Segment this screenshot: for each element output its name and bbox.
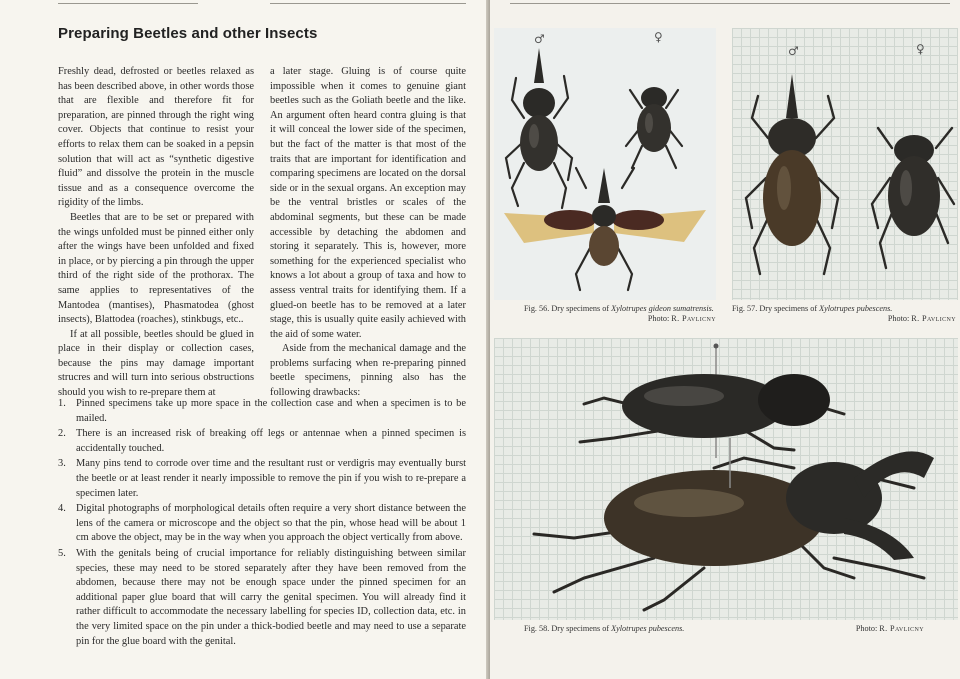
fig58-caption <box>524 624 924 634</box>
paragraph: Beetles that are to be set or prepared with the wings unfolded must be pinned either only after the wings have been unfolded and fixed in place, or by piercing a pin through the upper third of the right side of the prothorax. The same applies to representatives of the Mantodea (mantises), Phasmatodea (ghost insects), Blattodea (roaches), stinkbugs, etc.. <box>58 211 254 326</box>
paragraph: If at all possible, beetles should be glued in place in their display or collection cases, because the pins may damage important strucres and will turn into serious obstructions should you wish to re-prepare them at <box>58 328 254 399</box>
list-number: 3. <box>58 458 66 470</box>
list-item <box>58 457 466 501</box>
fig58-photo <box>494 338 958 620</box>
species-name: Xylotrupes gideon sumatrensis. <box>611 304 714 313</box>
header-rule <box>510 3 950 4</box>
list-number: 4. <box>58 503 66 515</box>
fig57-beetles-illustration <box>732 28 958 300</box>
figure-label: Fig. 56. <box>524 304 550 313</box>
text-column-1 <box>58 65 254 401</box>
fig57-caption <box>732 304 956 323</box>
header-rule <box>270 3 466 4</box>
photo-credit <box>648 314 716 324</box>
list-item <box>58 547 466 649</box>
caption-text: Dry specimens of <box>551 624 610 633</box>
caption-text: Dry specimens of <box>551 304 610 313</box>
list-number: 5. <box>58 547 66 559</box>
photo-label: Photo: <box>855 624 878 633</box>
list-number: 1. <box>58 398 66 409</box>
photo-credit <box>888 314 956 324</box>
male-symbol: ♂ <box>788 44 799 58</box>
species-name: Xylotrupes pubescens. <box>819 304 893 313</box>
right-page <box>490 0 960 679</box>
male-symbol: ♂ <box>534 32 545 46</box>
photographer-name: R. Pavlicny <box>671 314 716 323</box>
paragraph: Freshly dead, defrosted or beetles relaxed as has been described above, in other words those that are flexible and therefore fit for preparation, are pinned through the right wing cover. Objects that continue to resist your efforts to relax them can be soaked in a pepsin solution that will act as “synthetic digestive fluid” and dissolve the protein in the muscle tissue and as a consequence overcome the rigidity of the limbs. <box>58 66 254 209</box>
female-symbol: ♀ <box>654 30 663 44</box>
list-text: Many pins tend to corrode over time and the resultant rust or verdigris may eventually burst the beetle or at least render it nearly impossible to remove the pin if you wish to re-prepare a specimen later. <box>76 458 466 499</box>
photo-label: Photo: <box>887 314 910 323</box>
list-item <box>58 397 466 426</box>
list-text: Digital photographs of morphological details often require a very short distance between the lens of the camera or microscope and the object so that the pin, whose head will be about 1 cm above the object, may be in the way when you approach the object vertically from above. <box>76 503 466 544</box>
caption-text: Dry specimens of <box>759 304 818 313</box>
list-text: Pinned specimens take up more space in the collection case and when a specimen is to be mailed. <box>76 398 466 424</box>
paragraph: a later stage. Gluing is of course quite impossible when it comes to genuine giant beetles such as the Goliath beetle and the like. An argument often heard contra gluing is that it will conceal the lower side of the specimen, but the fact of the matter is that most of the traits that are important for identification and comparing specimens are located on the dorsal side or in the sexual organs. An exception may be the ventral bristles or scales of the abdominal segments, but these can be made accessible by detaching the abdomen and storing it separately. This is, however, more something for the experienced specialist who knows a lot about a group of taxa and how to assess ventral traits for identifying them. If a glued-on beetle has to be removed at a later stage, this is usually quite easily achieved with the aid of some water. <box>270 66 466 340</box>
list-text: With the genitals being of crucial importance for reliably distinguishing between similar species, these may need to be stored separately after they have been removed from the abdomen, because there may not be enough space under the pinned specimen for an additional paper glue board that will carry the genital specimen. You will already find it rather difficult to accommodate the necessary labelling for species ID, collection data, etc. in the very limited space on the pin under a thick-bodied beetle and may need to use a separate pin for the glue board with the genital. <box>76 547 466 647</box>
text-column-2 <box>270 65 466 401</box>
photo-label: Photo: <box>647 314 670 323</box>
fig56-photo <box>494 28 716 300</box>
list-text: There is an increased risk of breaking off legs or antennae when a pinned specimen is accidentally touched. <box>76 428 466 454</box>
figure-label: Fig. 58. <box>524 624 550 633</box>
section-heading: Preparing Beetles and other Insects <box>58 25 318 42</box>
fig57-photo <box>732 28 958 300</box>
drawbacks-list <box>58 397 466 650</box>
fig56-beetles-illustration <box>494 28 716 300</box>
list-number: 2. <box>58 428 66 440</box>
photographer-name: R. Pavlicny <box>879 624 924 633</box>
header-rule <box>58 3 198 4</box>
photographer-name: R. Pavlicny <box>911 314 956 323</box>
paragraph: Aside from the mechanical damage and the problems surfacing when re-preparing pinned beetle specimens, pinning also has the following drawbacks: <box>270 343 466 399</box>
figure-label: Fig. 57. <box>732 304 758 313</box>
fig56-caption <box>524 304 716 323</box>
photo-credit <box>856 624 924 634</box>
list-item <box>58 427 466 456</box>
list-item <box>58 502 466 546</box>
female-symbol: ♀ <box>916 42 925 56</box>
species-name: Xylotrupes pubescens. <box>611 624 685 633</box>
fig58-beetles-illustration <box>494 338 958 620</box>
